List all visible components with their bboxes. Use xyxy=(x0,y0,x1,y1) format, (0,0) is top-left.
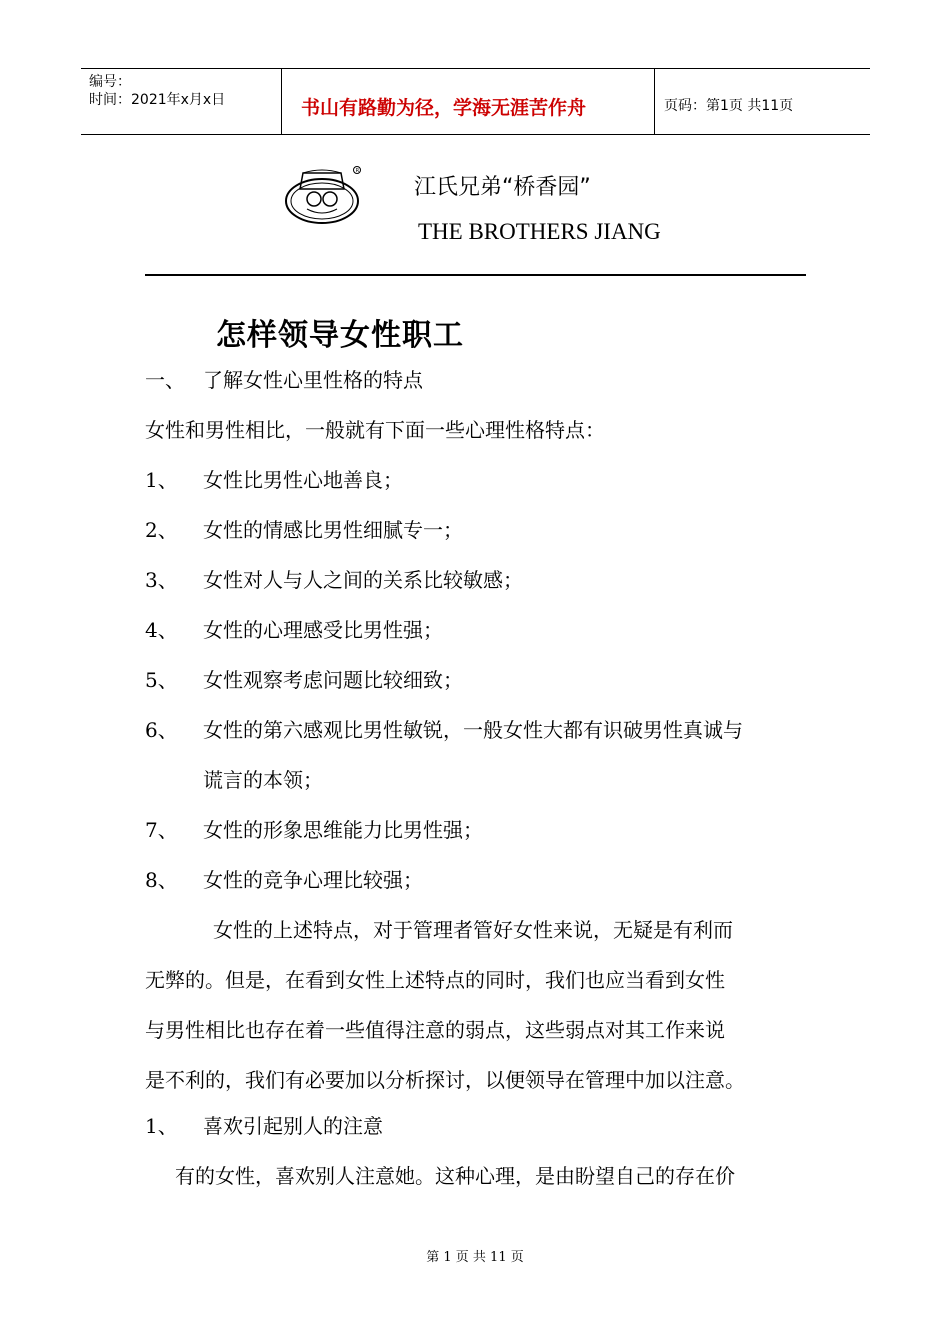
page-footer: 第 1 页 共 11 页 xyxy=(426,1250,524,1265)
list-item-text: 女性比男性心地善良； xyxy=(203,468,403,492)
list-item-number: 6、 xyxy=(145,718,178,742)
list-item-text: 女性的形象思维能力比男性强； xyxy=(203,818,483,842)
header-table xyxy=(81,68,870,135)
svg-text:R: R xyxy=(355,168,360,174)
document-title: 怎样领导女性职工 xyxy=(216,318,464,353)
header-motto-cell xyxy=(281,69,655,134)
list-item-number: 1、 xyxy=(145,468,178,492)
body-paragraph-line: 是不利的，我们有必要加以分析探讨，以便领导在管理中加以注意。 xyxy=(145,1068,745,1092)
list-item-text: 女性的心理感受比男性强； xyxy=(203,618,443,642)
motto-text: 书山有路勤为径，学海无涯苦作舟 xyxy=(301,97,587,119)
list-item-number: 3、 xyxy=(145,568,178,592)
section-number: 一、 xyxy=(145,368,185,392)
header-page-cell xyxy=(654,69,870,134)
list-item-text: 女性观察考虑问题比较细致； xyxy=(203,668,463,692)
subsection-heading: 喜欢引起别人的注意 xyxy=(203,1114,383,1138)
list-item-number: 7、 xyxy=(145,818,178,842)
list-item-number: 8、 xyxy=(145,868,178,892)
list-item-text: 女性的情感比男性细腻专一； xyxy=(203,518,463,542)
list-item-number: 5、 xyxy=(145,668,178,692)
body-paragraph-line: 女性的上述特点，对于管理者管好女性来说，无疑是有利而 xyxy=(213,918,733,942)
body-paragraph-line: 有的女性，喜欢别人注意她。这种心理，是由盼望自己的存在价 xyxy=(175,1164,735,1188)
brand-name-chinese: 江氏兄弟“桥香园” xyxy=(414,175,591,200)
header-divider xyxy=(145,274,806,276)
brand-logo-icon xyxy=(283,163,365,227)
section-heading: 了解女性心里性格的特点 xyxy=(203,368,423,392)
subsection-number: 1、 xyxy=(145,1114,178,1138)
body-paragraph-line: 与男性相比也存在着一些值得注意的弱点，这些弱点对其工作来说 xyxy=(145,1018,725,1042)
header-meta-cell xyxy=(81,69,282,134)
brand-name-english: THE BROTHERS JIANG xyxy=(418,219,661,244)
page-info: 页码：第1页 共11页 xyxy=(664,98,794,114)
intro-paragraph: 女性和男性相比，一般就有下面一些心理性格特点： xyxy=(145,418,605,442)
list-item-text: 女性的第六感观比男性敏锐，一般女性大都有识破男性真诚与 xyxy=(203,718,743,742)
list-item-text: 女性对人与人之间的关系比较敏感； xyxy=(203,568,523,592)
list-item-continuation: 谎言的本领； xyxy=(203,768,323,792)
list-item-number: 2、 xyxy=(145,518,178,542)
list-item-text: 女性的竞争心理比较强； xyxy=(203,868,423,892)
document-time-label: 时间：2021年x月x日 xyxy=(89,92,226,108)
list-item-number: 4、 xyxy=(145,618,178,642)
body-paragraph-line: 无弊的。但是，在看到女性上述特点的同时，我们也应当看到女性 xyxy=(145,968,725,992)
document-number-label: 编号： xyxy=(89,74,131,90)
